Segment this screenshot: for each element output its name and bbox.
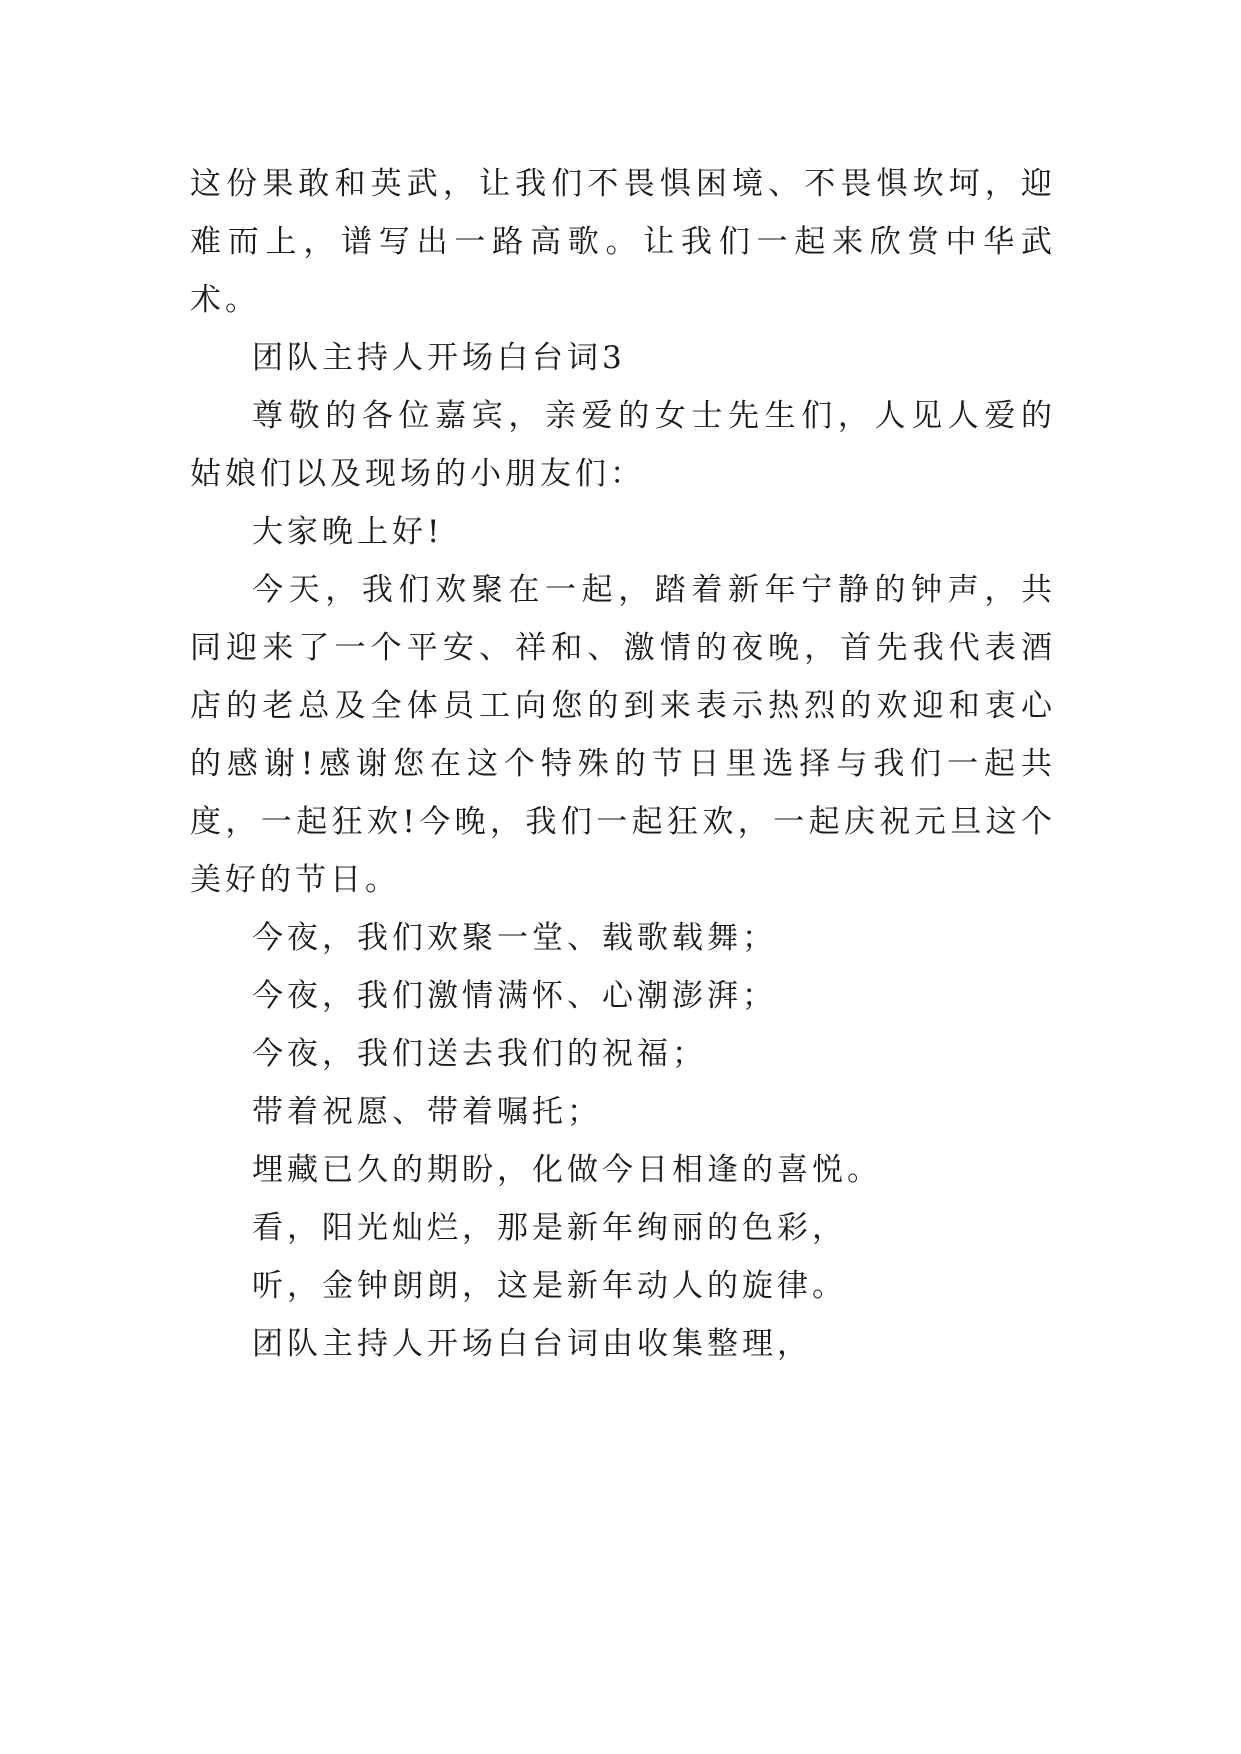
verse-line-7: 听，金钟朗朗，这是新年动人的旋律。: [252, 1268, 847, 1304]
verse-line-1: 今夜，我们欢聚一堂、载歌载舞；: [252, 920, 777, 956]
verse-line-2: 今夜，我们激情满怀、心潮澎湃；: [252, 978, 777, 1014]
section-heading: 团队主持人开场白台词3: [252, 340, 626, 376]
closing-line: 团队主持人开场白台词由收集整理，: [252, 1326, 812, 1362]
paragraph-1: 这份果敢和英武，让我们不畏惧困境、不畏惧坎坷，迎难而上，谱写出一路高歌。让我们一起来欣赏中华武术。: [190, 166, 1056, 318]
verse-line-5: 埋藏已久的期盼，化做今日相逢的喜悦。: [252, 1152, 882, 1188]
verse-line-3: 今夜，我们送去我们的祝福；: [252, 1036, 707, 1072]
verse-line-6: 看，阳光灿烂，那是新年绚丽的色彩，: [252, 1210, 847, 1246]
verse-line-4: 带着祝愿、带着嘱托；: [252, 1094, 602, 1130]
paragraph-greeting-audience: 尊敬的各位嘉宾，亲爱的女士先生们，人见人爱的姑娘们以及现场的小朋友们：: [190, 398, 1056, 492]
paragraph-good-evening: 大家晚上好!: [252, 514, 444, 550]
document-body: [190, 155, 1056, 1373]
paragraph-welcome: 今天，我们欢聚在一起，踏着新年宁静的钟声，共同迎来了一个平安、祥和、激情的夜晚，首先我代表酒店的老总及全体员工向您的到来表示热烈的欢迎和衷心的感谢!感谢您在这个特殊的节日里选择与我们一起共度，一起狂欢!今晚，我们一起狂欢，一起庆祝元旦这个美好的节日。: [190, 572, 1056, 898]
